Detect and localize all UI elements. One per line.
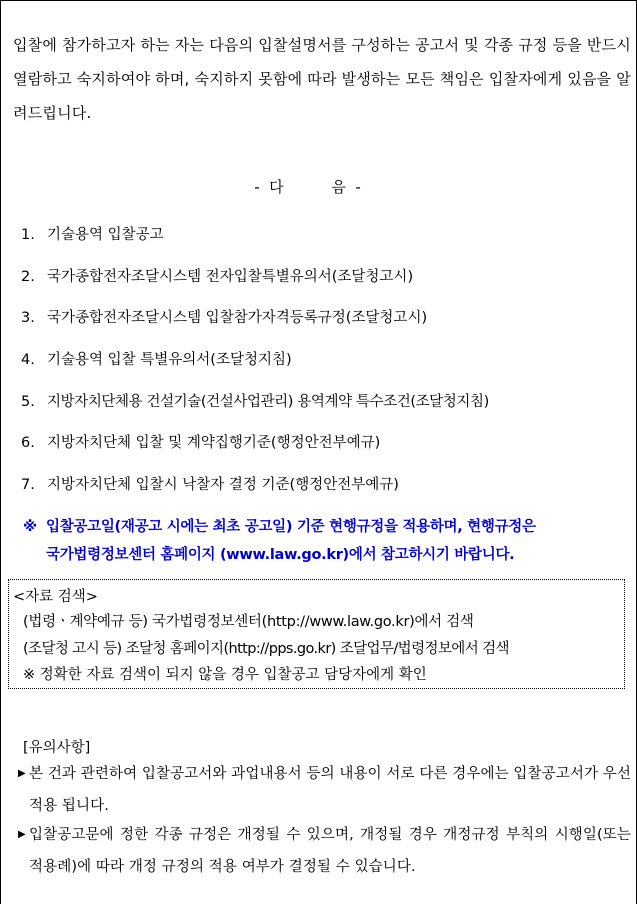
list-item xyxy=(21,473,631,515)
item-title: 기술용역 입찰 특별유의서(조달청지침) xyxy=(47,352,292,369)
notice-line-1: 입찰공고일(재공고 시에는 최초 공고일) 기준 현행규정을 적용하며, 현행규정은 xyxy=(46,519,536,535)
caution-item xyxy=(18,758,631,822)
notice-line-2: 국가법령정보센터 홈페이지 (www.law.go.kr)에서 참고하시기 바랍니다. xyxy=(46,547,515,563)
item-number: 7. xyxy=(21,477,35,494)
list-item xyxy=(21,223,631,265)
search-row-contact: ※ 정확한 자료 검색이 되지 않을 경우 입찰공고 담당자에게 확인 xyxy=(23,667,427,683)
item-title: 기술용역 입찰공고 xyxy=(47,227,164,243)
list-heading: - 다 음 - xyxy=(254,178,361,196)
search-row-law: (법령ㆍ계약예규 등) 국가법령정보센터(http://www.law.go.kr)에서 검색 xyxy=(23,614,474,630)
intro-paragraph: 입찰에 참가하고자 하는 자는 다음의 입찰설명서를 구성하는 공고서 및 각종 규정 등을 반드시 열람하고 숙지하여야 하며, 숙지하지 못함에 따라 발생하는 모든 책임은 입찰자에게 있음을 알려드립니다. xyxy=(13,36,631,122)
bullet-icon: ▶ xyxy=(18,768,26,779)
item-title: 지방자치단체 입찰시 낙찰자 결정 기준(행정안전부예규) xyxy=(47,477,399,494)
item-title: 지방자치단체용 건설기술(건설사업관리) 용역계약 특수조건(조달청지침) xyxy=(47,393,489,410)
item-title: 국가종합전자조달시스템 전자입찰특별유의서(조달청고시) xyxy=(47,268,414,285)
data-search-box xyxy=(8,579,625,689)
caution-item xyxy=(18,819,631,883)
item-number: 3. xyxy=(21,310,35,327)
caution-text: 입찰공고문에 정한 각종 규정은 개정될 수 있으며, 개정될 경우 개정규정 부칙의 시행일(또는 적용례)에 따라 개정 규정의 적용 여부가 결정될 수 있습니다. xyxy=(29,827,631,875)
list-item xyxy=(21,265,631,307)
search-row-pps: (조달청 고시 등) 조달청 홈페이지(http://pps.go.kr) 조달업무/법령정보에서 검색 xyxy=(23,641,509,657)
bullet-icon: ▶ xyxy=(18,829,26,840)
caution-title: [유의사항] xyxy=(23,740,91,756)
item-number: 4. xyxy=(21,352,35,369)
caution-text: 본 건과 관련하여 입찰공고서와 과업내용서 등의 내용이 서로 다른 경우에는 입찰공고서가 우선 적용 됩니다. xyxy=(29,766,631,814)
document-list xyxy=(21,223,631,515)
search-box-title: <자료 검색> xyxy=(13,589,98,605)
list-item xyxy=(21,390,631,432)
item-number: 1. xyxy=(21,227,35,243)
reference-mark: ※ xyxy=(23,519,38,535)
list-item xyxy=(21,348,631,390)
list-item xyxy=(21,431,631,473)
item-number: 6. xyxy=(21,435,35,452)
item-number: 2. xyxy=(21,268,35,285)
item-title: 국가종합전자조달시스템 입찰참가자격등록규정(조달청고시) xyxy=(47,310,428,327)
item-number: 5. xyxy=(21,393,35,410)
item-title: 지방자치단체 입찰 및 계약집행기준(행정안전부예규) xyxy=(47,435,381,452)
list-item xyxy=(21,306,631,348)
